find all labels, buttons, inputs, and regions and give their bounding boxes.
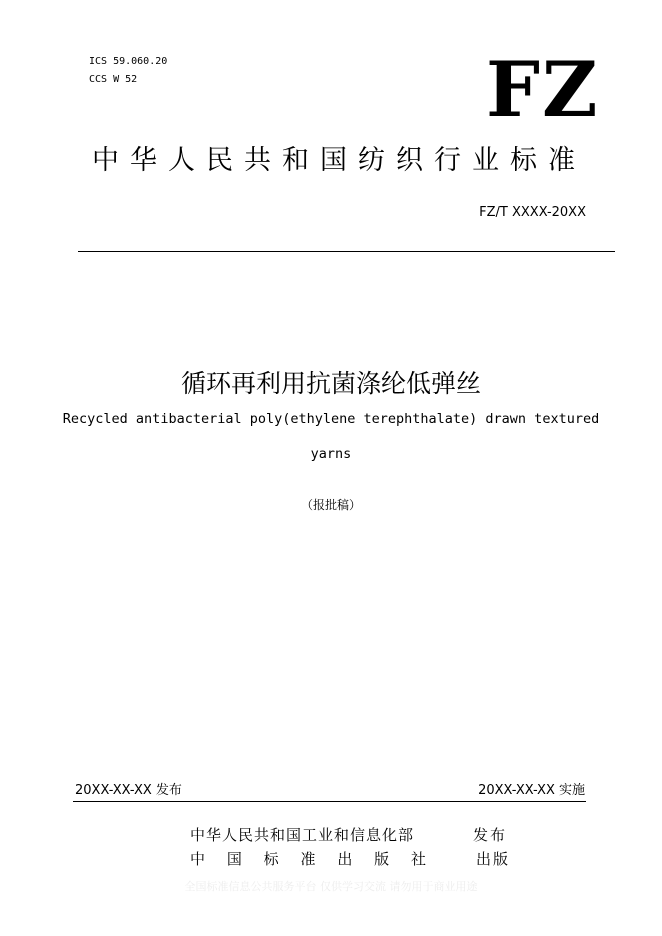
header-divider xyxy=(78,251,615,252)
standard-number: FZ/T XXXX-20XX xyxy=(479,205,586,220)
press-char: 中 xyxy=(190,850,206,868)
standard-logo: FZ xyxy=(486,45,600,134)
press-char: 社 xyxy=(410,850,426,868)
press-char: 标 xyxy=(263,850,279,868)
document-title-chinese: 循环再利用抗菌涤纶低弹丝 xyxy=(180,369,481,398)
press-char: 版 xyxy=(374,850,390,868)
publisher-ministry: 中华人民共和国工业和信息化部 xyxy=(190,826,415,844)
press-char: 国 xyxy=(226,850,242,868)
document-title-english-line1: Recycled antibacterial poly(ethylene terephthalate) drawn textured xyxy=(62,411,600,427)
publisher-ministry-role: 发布 xyxy=(473,826,508,844)
implementation-date: 20XX-XX-XX 实施 xyxy=(478,783,585,798)
date-divider xyxy=(73,801,586,802)
press-char: 准 xyxy=(300,850,316,868)
watermark: 全国标准信息公共服务平台 仅供学习交流 请勿用于商业用途 xyxy=(184,880,478,893)
ics-code: ICS 59.060.20 xyxy=(89,56,168,67)
issue-date: 20XX-XX-XX 发布 xyxy=(75,783,182,798)
document-title-english-line2: yarns xyxy=(310,446,352,462)
industry-standard-heading: 中华人民共和国纺织行业标准 xyxy=(92,145,586,176)
publisher-press xyxy=(190,849,426,869)
draft-status: （报批稿） xyxy=(300,498,361,512)
ccs-code: CCS W 52 xyxy=(89,74,138,85)
press-char: 出 xyxy=(337,850,353,868)
publisher-press-role: 出版 xyxy=(476,850,511,868)
